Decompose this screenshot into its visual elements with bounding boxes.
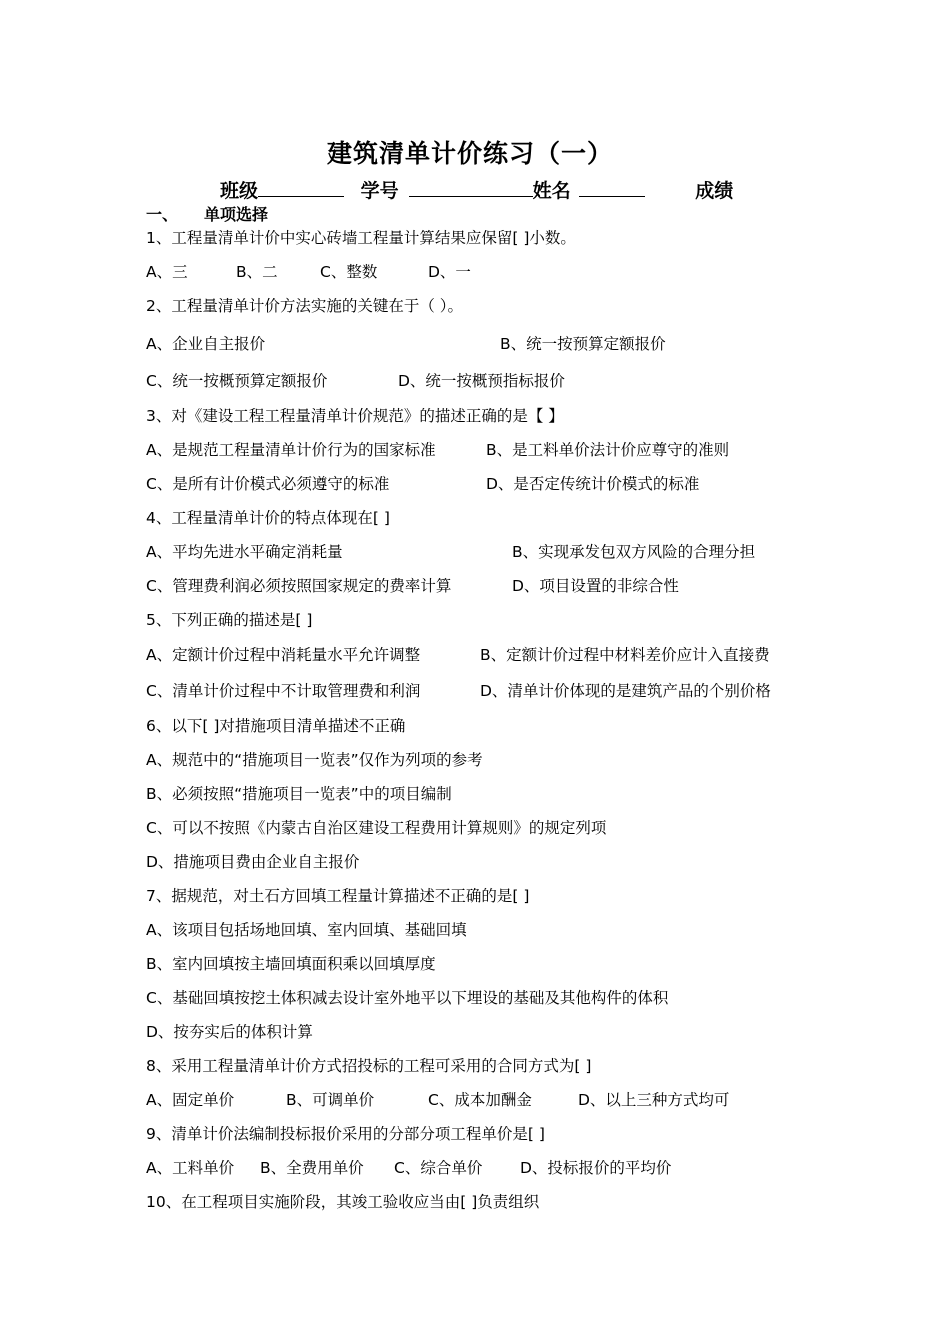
q8-option-b: B、可调单价 — [286, 1091, 375, 1109]
student-id-blank — [409, 178, 533, 197]
q1-option-b: B、二 — [236, 263, 278, 281]
q7-option-b: B、室内回填按主墙回填面积乘以回填厚度 — [146, 955, 436, 973]
student-info-row — [220, 176, 733, 203]
question-3-stem: 3、对《建设工程工程量清单计价规范》的描述正确的是【 】 — [146, 407, 564, 425]
q7-option-d: D、按夯实后的体积计算 — [146, 1023, 313, 1041]
q1-option-c: C、整数 — [320, 263, 378, 281]
q8-option-c: C、成本加酬金 — [428, 1091, 532, 1109]
question-2-options-ab — [146, 334, 846, 354]
question-2-stem: 2、工程量清单计价方法实施的关键在于（ ）。 — [146, 297, 464, 315]
q5-option-c: C、清单计价过程中不计取管理费和利润 — [146, 682, 421, 700]
section-number: 一、 — [146, 205, 179, 224]
question-6-stem: 6、以下[ ]对措施项目清单描述不正确 — [146, 717, 406, 735]
q3-option-a: A、是规范工程量清单计价行为的国家标准 — [146, 441, 436, 459]
q2-option-a: A、企业自主报价 — [146, 335, 266, 353]
q6-option-c: C、可以不按照《内蒙古自治区建设工程费用计算规则》的规定列项 — [146, 819, 607, 837]
q7-option-c: C、基础回填按挖土体积减去设计室外地平以下埋设的基础及其他构件的体积 — [146, 989, 669, 1007]
question-4-options-ab — [146, 542, 846, 562]
q7-option-a: A、该项目包括场地回填、室内回填、基础回填 — [146, 921, 467, 939]
question-1-options — [146, 262, 846, 282]
q9-option-d: D、投标报价的平均价 — [520, 1159, 672, 1177]
q5-option-d: D、清单计价体现的是建筑产品的个别价格 — [480, 682, 771, 700]
question-4-options-cd — [146, 576, 846, 596]
q3-option-c: C、是所有计价模式必须遵守的标准 — [146, 475, 390, 493]
name-blank — [579, 178, 645, 197]
section-title: 单项选择 — [204, 205, 269, 224]
q4-option-d: D、项目设置的非综合性 — [512, 577, 679, 595]
question-5-stem: 5、下列正确的描述是[ ] — [146, 611, 313, 629]
q9-option-b: B、全费用单价 — [260, 1159, 364, 1177]
q3-option-d: D、是否定传统计价模式的标准 — [486, 475, 700, 493]
q1-option-a: A、三 — [146, 263, 188, 281]
q9-option-a: A、工料单价 — [146, 1159, 235, 1177]
question-7-stem: 7、据规范，对土石方回填工程量计算描述不正确的是[ ] — [146, 887, 530, 905]
question-5-options-ab — [146, 645, 846, 665]
q6-option-d: D、措施项目费由企业自主报价 — [146, 853, 360, 871]
question-8-stem: 8、采用工程量清单计价方式招投标的工程可采用的合同方式为[ ] — [146, 1057, 592, 1075]
question-1-stem: 1、工程量清单计价中实心砖墙工程量计算结果应保留[ ]小数。 — [146, 229, 576, 247]
question-2-options-cd — [146, 371, 846, 391]
score-label: 成绩 — [695, 180, 734, 202]
q5-option-a: A、定额计价过程中消耗量水平允许调整 — [146, 646, 421, 664]
q6-option-a: A、规范中的“措施项目一览表”仅作为列项的参考 — [146, 751, 483, 769]
question-10-stem: 10、在工程项目实施阶段，其竣工验收应当由[ ]负责组织 — [146, 1193, 540, 1211]
q9-option-c: C、综合单价 — [394, 1159, 483, 1177]
name-label: 姓名 — [532, 180, 571, 202]
q8-option-d: D、以上三种方式均可 — [578, 1091, 730, 1109]
q6-option-b: B、必须按照“措施项目一览表”中的项目编制 — [146, 785, 452, 803]
class-label: 班级 — [220, 180, 259, 202]
question-9-options — [146, 1158, 846, 1178]
q3-option-b: B、是工料单价法计价应尊守的准则 — [486, 441, 730, 459]
q2-option-d: D、统一按概预指标报价 — [398, 372, 565, 390]
student-id-label: 学号 — [360, 180, 399, 202]
page-title: 建筑清单计价练习（一） — [326, 139, 613, 168]
q4-option-a: A、平均先进水平确定消耗量 — [146, 543, 343, 561]
q2-option-b: B、统一按预算定额报价 — [500, 335, 666, 353]
q4-option-b: B、实现承发包双方风险的合理分担 — [512, 543, 756, 561]
question-8-options — [146, 1090, 846, 1110]
question-3-options-cd — [146, 474, 846, 494]
q1-option-d: D、一 — [428, 263, 471, 281]
section-heading — [146, 202, 268, 225]
question-5-options-cd — [146, 681, 846, 701]
q5-option-b: B、定额计价过程中材料差价应计入直接费 — [480, 646, 770, 664]
question-4-stem: 4、工程量清单计价的特点体现在[ ] — [146, 509, 390, 527]
question-3-options-ab — [146, 440, 846, 460]
question-9-stem: 9、清单计价法编制投标报价采用的分部分项工程单价是[ ] — [146, 1125, 545, 1143]
q2-option-c: C、统一按概预算定额报价 — [146, 372, 328, 390]
q4-option-c: C、管理费利润必须按照国家规定的费率计算 — [146, 577, 452, 595]
class-blank — [258, 178, 344, 197]
q8-option-a: A、固定单价 — [146, 1091, 235, 1109]
